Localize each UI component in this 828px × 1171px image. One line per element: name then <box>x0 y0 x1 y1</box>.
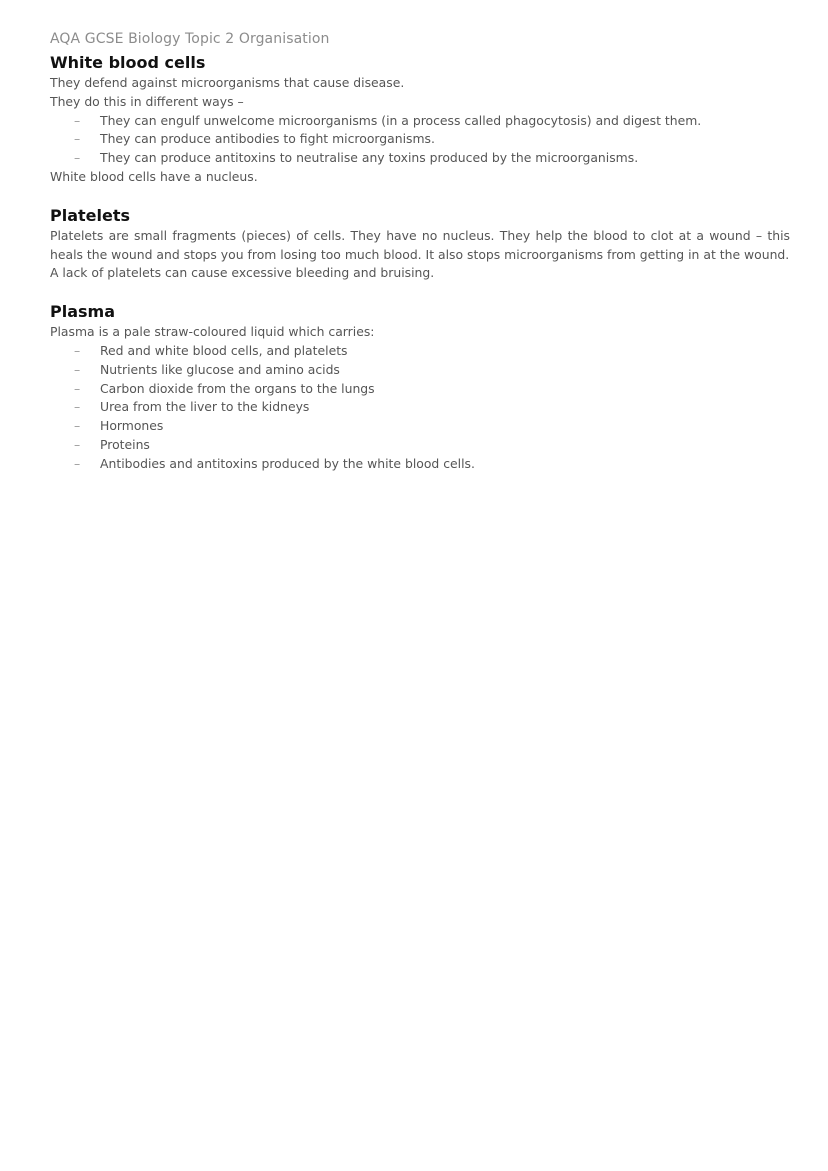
list-item-text: Hormones <box>100 418 164 434</box>
dash-marker: – <box>74 361 81 377</box>
dash-marker: – <box>74 150 81 166</box>
section-white-blood-cells <box>50 52 790 187</box>
list-item <box>50 149 790 168</box>
list-item <box>50 361 790 380</box>
list-item-text: They can produce antibodies to fight microorganisms. <box>100 131 435 147</box>
platelets-body-2: A lack of platelets can cause excessive bleeding and bruising. <box>50 265 435 281</box>
platelets-body: Platelets are small fragments (pieces) of cells. They have no nucleus. They help the blood to clot at a wound – this heals the wound and stops you from losing too much blood. It also stops microorganisms from getting in at the wound. <box>50 227 790 262</box>
wbc-outro: White blood cells have a nucleus. <box>50 168 258 184</box>
plasma-intro: Plasma is a pale straw-coloured liquid which carries: <box>50 324 375 340</box>
dash-marker: – <box>74 112 81 128</box>
list-item <box>50 417 790 436</box>
plasma-list <box>50 342 790 474</box>
list-item <box>50 342 790 361</box>
list-item-text: They can produce antitoxins to neutralise any toxins produced by the microorganisms. <box>100 150 639 166</box>
list-item-text: Nutrients like glucose and amino acids <box>100 361 340 377</box>
list-item <box>50 455 790 474</box>
dash-marker: – <box>74 436 81 452</box>
list-item-text: They can engulf unwelcome microorganisms (in a process called phagocytosis) and digest them. <box>100 112 702 128</box>
dash-marker: – <box>74 399 81 415</box>
section-title-plasma: Plasma <box>50 302 115 322</box>
list-item-text: Proteins <box>100 436 150 452</box>
list-item <box>50 398 790 417</box>
section-title-platelets: Platelets <box>50 205 131 225</box>
dash-marker: – <box>74 455 81 471</box>
list-item-text: Urea from the liver to the kidneys <box>100 399 310 415</box>
list-item <box>50 380 790 399</box>
wbc-intro-1: They defend against microorganisms that cause disease. <box>50 75 405 90</box>
list-item <box>50 436 790 455</box>
wbc-intro-2: They do this in different ways – <box>50 93 244 109</box>
document-page <box>50 30 790 474</box>
section-title-white-blood-cells: White blood cells <box>50 53 206 72</box>
dash-marker: – <box>74 131 81 147</box>
section-platelets <box>50 205 790 283</box>
wbc-list <box>50 112 790 168</box>
list-item-text: Carbon dioxide from the organs to the lungs <box>100 380 375 396</box>
list-item <box>50 112 790 131</box>
dash-marker: – <box>74 380 81 396</box>
dash-marker: – <box>74 418 81 434</box>
list-item-text: Red and white blood cells, and platelets <box>100 342 348 358</box>
section-plasma <box>50 301 790 473</box>
list-item <box>50 130 790 149</box>
list-item-text: Antibodies and antitoxins produced by the white blood cells. <box>100 455 475 471</box>
dash-marker: – <box>74 342 81 358</box>
document-header: AQA GCSE Biology Topic 2 Organisation <box>50 31 330 47</box>
